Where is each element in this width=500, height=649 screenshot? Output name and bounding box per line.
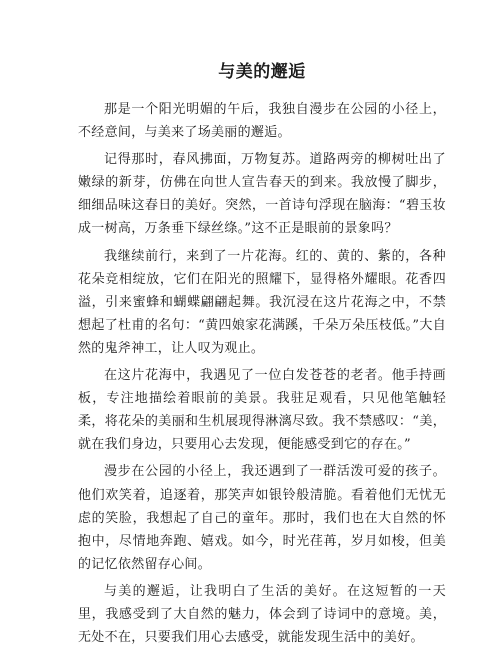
paragraph: 与美的邂逅，让我明白了生活的美好。在这短暂的一天里，我感受到了大自然的魅力，体会到了诗词中的意境。美，无处不在，只要我们用心去感受，就能发现生活中的美好。	[78, 583, 446, 646]
paragraph: 记得那时，春风拂面，万物复苏。道路两旁的柳树吐出了嫩绿的新芽，仿佛在向世人宣告春天的到来。我放慢了脚步，细细品味这春日的美好。突然，一首诗句浮现在脑海：“碧玉妆成一树高，万条垂下绿丝绦。”这不正是眼前的景象吗？	[78, 152, 446, 237]
document-title: 与美的邂逅	[218, 62, 306, 82]
paragraph: 我继续前行，来到了一片花海。红的、黄的、紫的，各种花朵竞相绽放，它们在阳光的照耀下，显得格外耀眼。花香四溢，引来蜜蜂和蝴蝶翩翩起舞。我沉浸在这片花海之中，不禁想起了杜甫的名句：“黄四娘家花满蹊，千朵万朵压枝低。”大自然的鬼斧神工，让人叹为观止。	[78, 248, 446, 356]
paragraph: 那是一个阳光明媚的午后，我独自漫步在公园的小径上，不经意间，与美来了场美丽的邂逅。	[78, 102, 446, 141]
paragraph: 漫步在公园的小径上，我还遇到了一群活泼可爱的孩子。他们欢笑着，追逐着，那笑声如银铃般清脆。看着他们无忧无虑的笑脸，我想起了自己的童年。那时，我们也在大自然的怀抱中，尽情地奔跑、嬉戏。如今，时光荏苒，岁月如梭，但美的记忆依然留存心间。	[78, 464, 446, 572]
paragraph: 在这片花海中，我遇见了一位白发苍苍的老者。他手持画板，专注地描绘着眼前的美景。我驻足观看，只见他笔触轻柔，将花朵的美丽和生机展现得淋漓尽致。我不禁感叹：“美，就在我们身边，只要用心去发现，便能感受到它的存在。”	[78, 368, 446, 453]
